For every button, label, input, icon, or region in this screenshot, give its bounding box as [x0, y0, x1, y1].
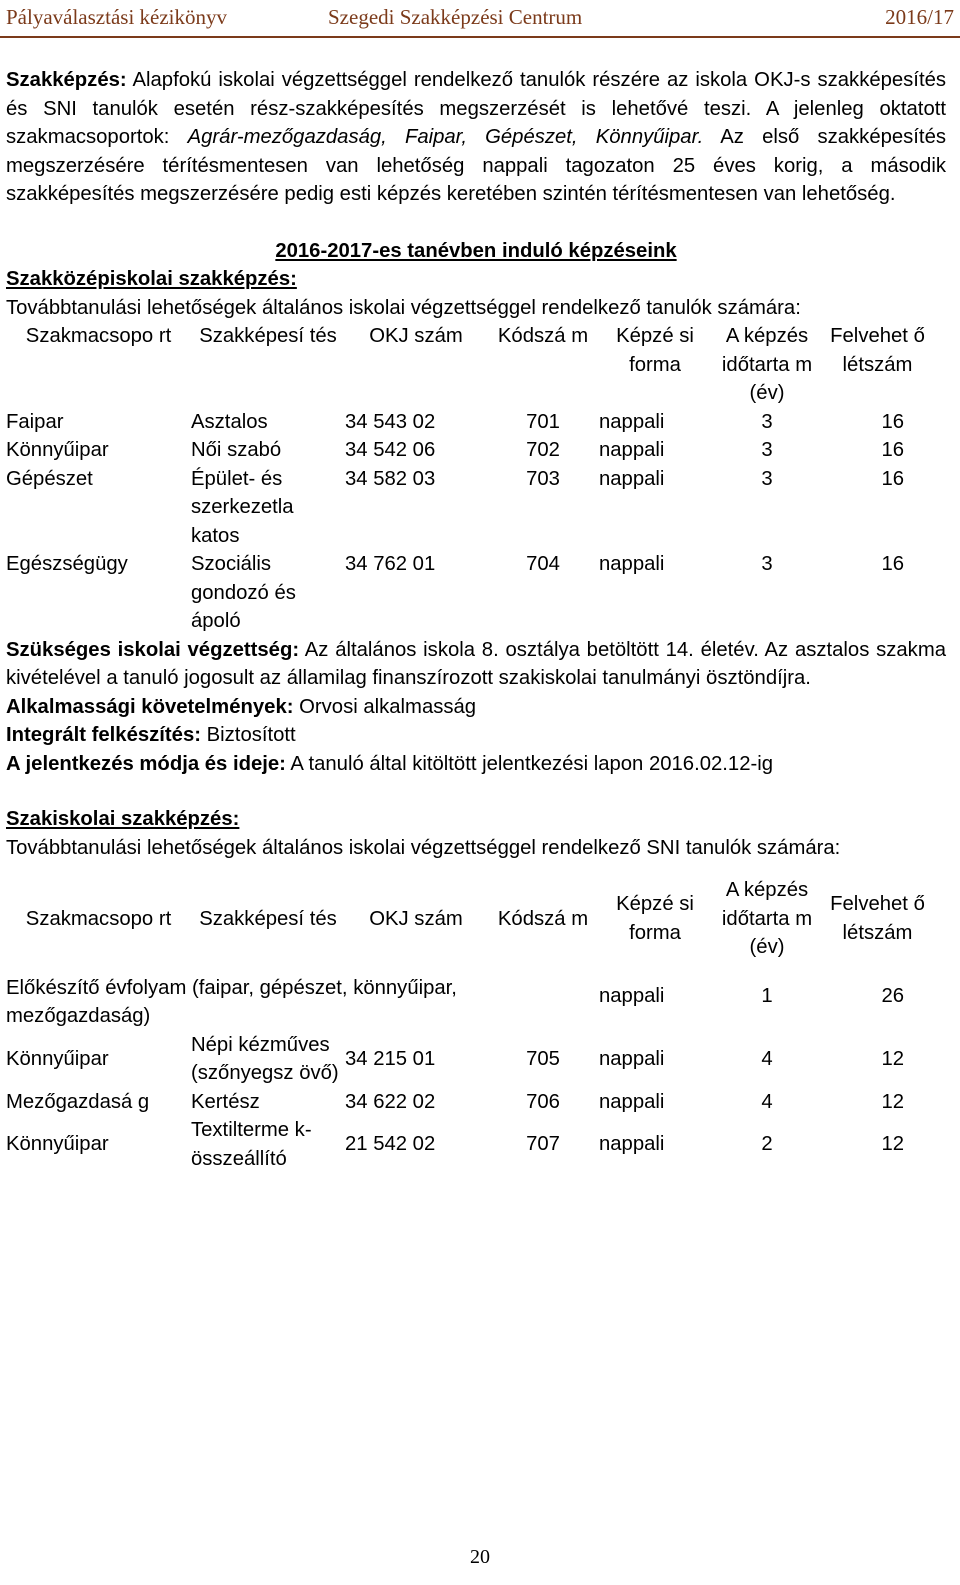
col-header: A képzés időtarta m (év) [721, 879, 813, 958]
col-header: OKJ szám [369, 325, 463, 347]
section-title-text: 2016-2017-es tanévben induló képzéseink [275, 239, 677, 262]
table-row [6, 1031, 932, 1088]
page-number: 20 [470, 1546, 490, 1568]
szakkozep-subtitle: Továbbtanulási lehetőségek általános iskolai végzettséggel rendelkező tanulók számára: [6, 296, 801, 319]
cell-duration: 3 [761, 439, 773, 461]
col-header: Szakképesí tés [199, 325, 337, 347]
header-year: 2016/17 [885, 5, 954, 29]
application-label: A jelentkezés módja és ideje: [6, 752, 286, 775]
cell-duration: 4 [761, 1047, 773, 1070]
cell-group: Könnyűipar [6, 439, 109, 461]
fitness-label: Alkalmassági követelmények: [6, 695, 294, 718]
cell-code: 702 [526, 439, 560, 461]
cell-form: nappali [599, 1090, 665, 1113]
cell-form: nappali [599, 1133, 665, 1156]
requirement-text: Az általános iskola 8. osztálya betöltött 14. életév. Az asztalos szakma kivételével a tanuló jogosult az államilag finanszírozott szakiskolai tanulmányi ösztöndíjra. [6, 638, 946, 689]
cell-capacity: 12 [881, 1090, 904, 1113]
cell-capacity: 12 [881, 1047, 904, 1070]
page-header [0, 0, 960, 38]
table-row [6, 1088, 932, 1117]
col-header: Szakmacsopo rt [25, 325, 172, 347]
cell-form: nappali [599, 553, 665, 575]
cell-okj: 34 582 03 [345, 467, 436, 490]
col-header: Kódszá m [497, 907, 589, 930]
cell-okj: 34 622 02 [345, 1090, 436, 1113]
cell-group: Egészségügy [6, 553, 128, 575]
intro-label: Szakképzés: [6, 69, 127, 91]
col-header: A képzés időtarta m (év) [721, 325, 813, 404]
cell-duration: 3 [761, 467, 773, 490]
cell-group: Gépészet [6, 467, 93, 490]
szakkozep-title [6, 265, 946, 294]
cell-qualification: Épület- és szerkezetla katos [191, 467, 294, 547]
szakkozep-table [6, 322, 932, 636]
header-institution: Szegedi Szakképzési Centrum [328, 5, 583, 29]
cell-form: nappali [599, 467, 665, 490]
cell-duration: 2 [761, 1133, 773, 1156]
intro-paragraph [6, 66, 946, 209]
application-text: A tanuló által kitöltött jelentkezési lapon 2016.02.12-ig [285, 752, 774, 775]
cell-capacity: 16 [881, 467, 904, 490]
integration-paragraph [6, 721, 946, 750]
integration-label: Integrált felkészítés: [6, 724, 201, 746]
cell-qualification: Asztalos [191, 410, 268, 433]
szakisk-title-text: Szakiskolai szakképzés: [6, 808, 240, 830]
cell-group: Könnyűipar [6, 1133, 109, 1156]
col-header: Felvehet ő létszám [830, 325, 925, 376]
table-row [6, 436, 932, 465]
cell-qualification: Kertész [191, 1090, 260, 1113]
col-header: Kódszá m [497, 325, 589, 347]
cell-duration: 3 [761, 410, 773, 433]
cell-qualification: Textilterme k- összeállító [191, 1119, 312, 1170]
cell-code: 707 [526, 1133, 560, 1156]
integration-text: Biztosított [201, 724, 296, 746]
cell-group: Faipar [6, 410, 64, 433]
cell-group: Mezőgazdasá g [6, 1090, 150, 1113]
table-row [6, 550, 932, 636]
szakisk-title [6, 805, 946, 834]
cell-code: 701 [526, 410, 560, 433]
section-title [6, 237, 946, 266]
application-paragraph [6, 750, 946, 779]
requirement-label: Szükséges iskolai végzettség: [6, 638, 300, 661]
szakisk-subtitle: Továbbtanulási lehetőségek általános iskolai végzettséggel rendelkező SNI tanulók számára: [6, 836, 841, 859]
col-header: Képzé si forma [616, 325, 694, 376]
cell-duration: 3 [761, 553, 773, 575]
page-content [6, 66, 946, 1173]
cell-qualification: Népi kézműves (szőnyegsz övő) [191, 1033, 339, 1084]
cell-form: nappali [599, 984, 665, 1007]
szakisk-table-header [6, 876, 932, 962]
col-header: Szakképesí tés [199, 907, 337, 930]
cell-qualification: Szociális gondozó és ápoló [191, 553, 296, 632]
cell-form: nappali [599, 1047, 665, 1070]
cell-code: 706 [526, 1090, 560, 1113]
cell-capacity: 16 [881, 439, 904, 461]
cell-duration: 4 [761, 1090, 773, 1113]
cell-capacity: 16 [881, 410, 904, 433]
cell-form: nappali [599, 410, 665, 433]
cell-capacity: 16 [881, 553, 904, 575]
fitness-text: Orvosi alkalmasság [293, 695, 477, 718]
col-header: Képzé si forma [616, 893, 694, 944]
col-header: Szakmacsopo rt [25, 907, 172, 930]
cell-okj: 34 215 01 [345, 1047, 436, 1070]
cell-okj: 34 543 02 [345, 410, 436, 433]
col-header: OKJ szám [369, 907, 463, 930]
cell-prep-year: Előkészítő évfolyam (faipar, gépészet, könnyűipar, mezőgazdaság) [6, 976, 457, 1027]
cell-group: Könnyűipar [6, 1047, 109, 1070]
cell-form: nappali [599, 439, 665, 461]
cell-capacity: 12 [881, 1133, 904, 1156]
cell-code: 705 [526, 1047, 560, 1070]
table-row [6, 465, 932, 551]
szakisk-table [6, 876, 932, 1173]
cell-capacity: 26 [881, 984, 904, 1007]
cell-okj: 34 542 06 [345, 439, 436, 461]
requirement-paragraph [6, 636, 946, 693]
intro-text2: Az első szakképesítés megszerzésére térítésmentesen van lehetőség nappali tagozaton 25 éves korig, a második szakképesítés megszerzésére pedig esti képzés keretében szintén térítésmentesen van lehetőség. [6, 126, 946, 205]
table-row [6, 962, 932, 1031]
cell-okj: 34 762 01 [345, 553, 436, 575]
table-row [6, 1116, 932, 1173]
header-book-title: Pályaválasztási kézikönyv [6, 5, 228, 29]
cell-qualification: Női szabó [191, 439, 282, 461]
intro-text: Alapfokú iskolai végzettséggel rendelkező tanulók részére az iskola OKJ-s szakképesítés és SNI tanulók esetén rész-szakképesítés megszerzését is lehetővé teszi. A jelenleg oktatott szakmacsoportok: [6, 69, 946, 148]
table-row [6, 408, 932, 437]
szakkozep-title-text: Szakközépiskolai szakképzés: [6, 268, 297, 290]
intro-groups: Agrár-mezőgazdaság, Faipar, Gépészet, Könnyűipar. [187, 126, 704, 148]
cell-okj: 21 542 02 [345, 1133, 436, 1156]
cell-code: 703 [526, 467, 560, 490]
cell-duration: 1 [761, 984, 773, 1007]
cell-code: 704 [526, 553, 560, 575]
fitness-paragraph [6, 693, 946, 722]
szakkozep-table-header [6, 322, 932, 408]
col-header: Felvehet ő létszám [830, 893, 925, 944]
